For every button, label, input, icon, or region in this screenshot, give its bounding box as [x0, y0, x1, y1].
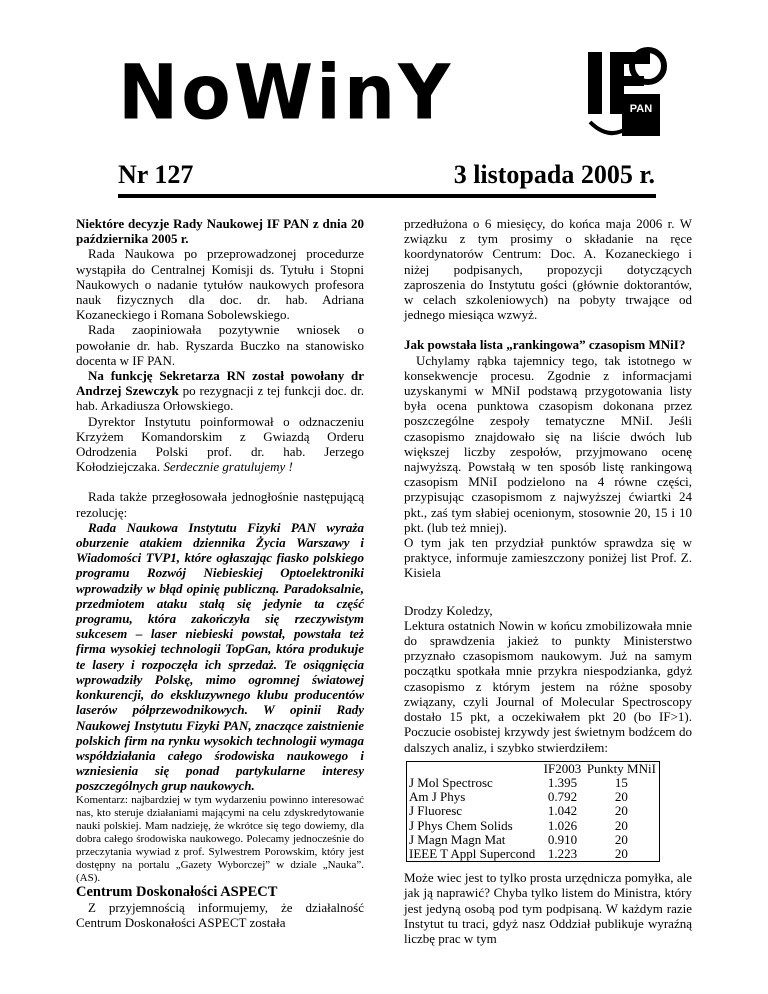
- paragraph: przedłużona o 6 miesięcy, do końca maja 2006 r. W związku z tym prosimy o składanie na ręce koordynatorów Centrum: Doc. A. Kozaneckiego i niżej podpisanych, propozycji dotyczących zaproszenia do Instytutu gości (głównie doktorantów, w celach szkoleniowych) na pobyty trwające od jednego miesiąca wzwyż.: [404, 216, 692, 323]
- table-header: IF2003: [543, 760, 582, 776]
- comment-text: Komentarz: najbardziej w tym wydarzeniu powinno interesować nas, kto steruje działaniami mającymi na celu zdyskredytowanie nauki polskiej. Mam nadzieję, że wkrótce się tego dowiemy, dla dobra całego środowiska naukowego. Polecamy jednocześnie do przeczytania wywiad z prof. Sylwestrem Porowskim, który jest dostępny na portalu „Gazety Wyborczej” w dziale „Nauka”. (AS).: [76, 793, 364, 884]
- table-cell: 1.395: [547, 774, 578, 790]
- journal-points-table: [406, 761, 660, 862]
- table-cell: 20: [614, 831, 628, 847]
- table-cell: 0.910: [547, 831, 578, 847]
- table-cell: IEEE T Appl Supercond: [409, 845, 536, 861]
- table-cell: 1.026: [547, 817, 578, 833]
- masthead: [118, 44, 658, 144]
- issue-date: 3 listopada 2005 r.: [453, 160, 655, 189]
- paragraph: Może wiec jest to tylko prosta urzędnicza pomyłka, ale jak ją naprawić? Chyba tylko listem do Ministra, który jest jedyną osobą pod tym podpisaną. W każdym razie Instytut tu traci, gdyż nasz Oddział publikuje wyraźną liczbę prac w tym: [404, 870, 692, 946]
- table-row: [407, 804, 660, 818]
- spacer: [76, 474, 364, 489]
- spacer: [404, 322, 692, 337]
- paragraph: [76, 414, 364, 475]
- paragraph: O tym jak ten przydział punktów sprawdza się w praktyce, informuje zamieszczony poniżej list Prof. Z. Kisiela: [404, 535, 692, 581]
- table-cell: 20: [614, 803, 628, 819]
- table-cell: 20: [614, 817, 628, 833]
- table-cell: 1.223: [547, 845, 578, 861]
- table-header: Punkty MNiI: [586, 760, 656, 776]
- table-cell: J Fluoresc: [409, 803, 463, 819]
- paragraph: Rada Naukowa po przeprowadzonej procedurze wystąpiła do Centralnej Komisji ds. Tytułu i Stopni Naukowych o nadanie tytułów naukowych profesora nauk fizycznych dla doc. dr. hab. Adriana Kozaneckiego i Romana Sobolewskiego.: [76, 246, 364, 323]
- table-cell: 20: [614, 789, 628, 805]
- italic-text: Serdecznie gratulujemy !: [160, 459, 293, 475]
- table-header-row: [407, 761, 660, 776]
- table-cell: 20: [614, 845, 628, 861]
- table-cell: J Magn Magn Mat: [409, 831, 506, 847]
- table-row: [407, 833, 660, 847]
- table-header: [407, 761, 542, 776]
- spacer: [404, 581, 692, 603]
- paragraph: [76, 368, 364, 414]
- svg-text:PAN: PAN: [629, 103, 653, 115]
- article-heading-ranking: Jak powstała lista „rankingowa” czasopism MNiI?: [404, 337, 686, 353]
- table-row: [407, 847, 660, 862]
- right-column: [404, 216, 692, 946]
- paragraph: Rada także przegłosowała jednogłośnie następującą rezolucję:: [76, 489, 364, 520]
- table-cell: Am J Phys: [409, 789, 466, 805]
- bold-text: Na funkcję Sekretarza RN został powołany dr Andrzej Szewczyk: [76, 368, 364, 399]
- letter-greeting: Drodzy Koledzy,: [404, 602, 493, 618]
- issue-number: Nr 127: [118, 160, 194, 189]
- left-column: [76, 216, 364, 930]
- article-heading-aspect: Centrum Doskonałości ASPECT: [76, 883, 278, 900]
- ifpan-logo: [588, 44, 668, 154]
- issue-row: [118, 160, 655, 196]
- table-row: [407, 776, 660, 790]
- text: Dyrektor Instytutu poinformował o odznaczeniu Krzyżem Komandorskim z Gwiazdą Orderu Odrodzenia Polski prof. dr. hab. Jerzego Kołodziejczaka.: [76, 413, 364, 475]
- paragraph: Uchylamy rąbka tajemnicy tego, tak istotnego w konsekwencje procesu. Zgodnie z informacjami uzyskanymi w MNiI podstawą przygotowania listy była ocena punktowa czasopism dokonana przez poszczególne zespoły tematyczne MNiI. Jeśli czasopismo znajdowało się na liście dwóch lub większej liczby zespołów, przyjmowano ocenę najwyższą. Powstałą w ten sposób listę rankingową czasopism MNiI podzielono na 4 równe części, przypisując czasopismom z najwyższej ćwiartki 24 pkt., zaś tym słabiej ocenionym, stosownie 20, 15 i 10 pkt. (lub też mniej).: [404, 352, 692, 535]
- paragraph: Rada zaopiniowała pozytywnie wniosek o powołanie dr. hab. Ryszarda Buczko na stanowisko docenta w IF PAN.: [76, 322, 364, 368]
- table-cell: 1.042: [547, 803, 578, 819]
- table-cell: J Mol Spectrosc: [409, 774, 493, 790]
- table-cell: 15: [614, 774, 628, 790]
- resolution-text: Rada Naukowa Instytutu Fizyki PAN wyraża oburzenie atakiem dziennika Życia Warszawy i Wiadomości TVP1, które ogłaszając fiasko polskiego programu Rozwój Niebieskiej Optoelektroniki wprowadziły w błąd opinię publiczną. Paradoksalnie, przedmiotem ataku stałą się jedynie ta część programu, która zakończyła się rzeczywistym sukcesem – laser niebieski powstał, powstała też firma wysokiej technologii TopGan, która produkuje te lasery i rozpoczęła ich sprzedaż. Te osiągnięcia wprowadziły Polskę, mimo ogromnej światowej konkurencji, do ekskluzywnego klubu producentów laserów półprzewodnikowych. W opinii Rady Naukowej Instytutu Fizyki PAN, znaczące zaistnienie polskich firm na rynku wysokich technologii wymaga współdziałania całego środowiska naukowego i wzniesienia się ponad partykularne interesy poszczególnych grup naukowych.: [76, 519, 364, 794]
- newsletter-title: NoWinY: [118, 47, 454, 137]
- table-cell: J Phys Chem Solids: [409, 817, 513, 833]
- article-heading-council: Niektóre decyzje Rady Naukowej IF PAN z dnia 20 października 2005 r.: [76, 216, 364, 247]
- text: po rezygnacji z tej funkcji doc. dr. hab. Arkadiusza Orłowskiego.: [76, 383, 364, 414]
- table-row: [407, 790, 660, 804]
- paragraph: Z przyjemnością informujemy, że działalność Centrum Doskonałości ASPECT została: [76, 899, 364, 930]
- paragraph: Lektura ostatnich Nowin w końcu zmobilizowała mnie do sprawdzenia jakież to punkty Ministerstwo przyznało czasopismom naukowym. Już na samym początku spotkała mnie przykra niespodzianka, gdyż czasopismo z którym jestem na różne sposoby związany, czyli Journal of Molecular Spectroscopy dostało 15 pkt, a oczekiwałem pkt 20 (bo IF>1). Poczucie osobistej krzywdy jest świetnym bodźcem do dalszych analiz, i szybko stwierdziłem:: [404, 617, 692, 755]
- masthead-rule: [118, 194, 656, 198]
- table-row: [407, 819, 660, 833]
- table-cell: 0.792: [547, 789, 578, 805]
